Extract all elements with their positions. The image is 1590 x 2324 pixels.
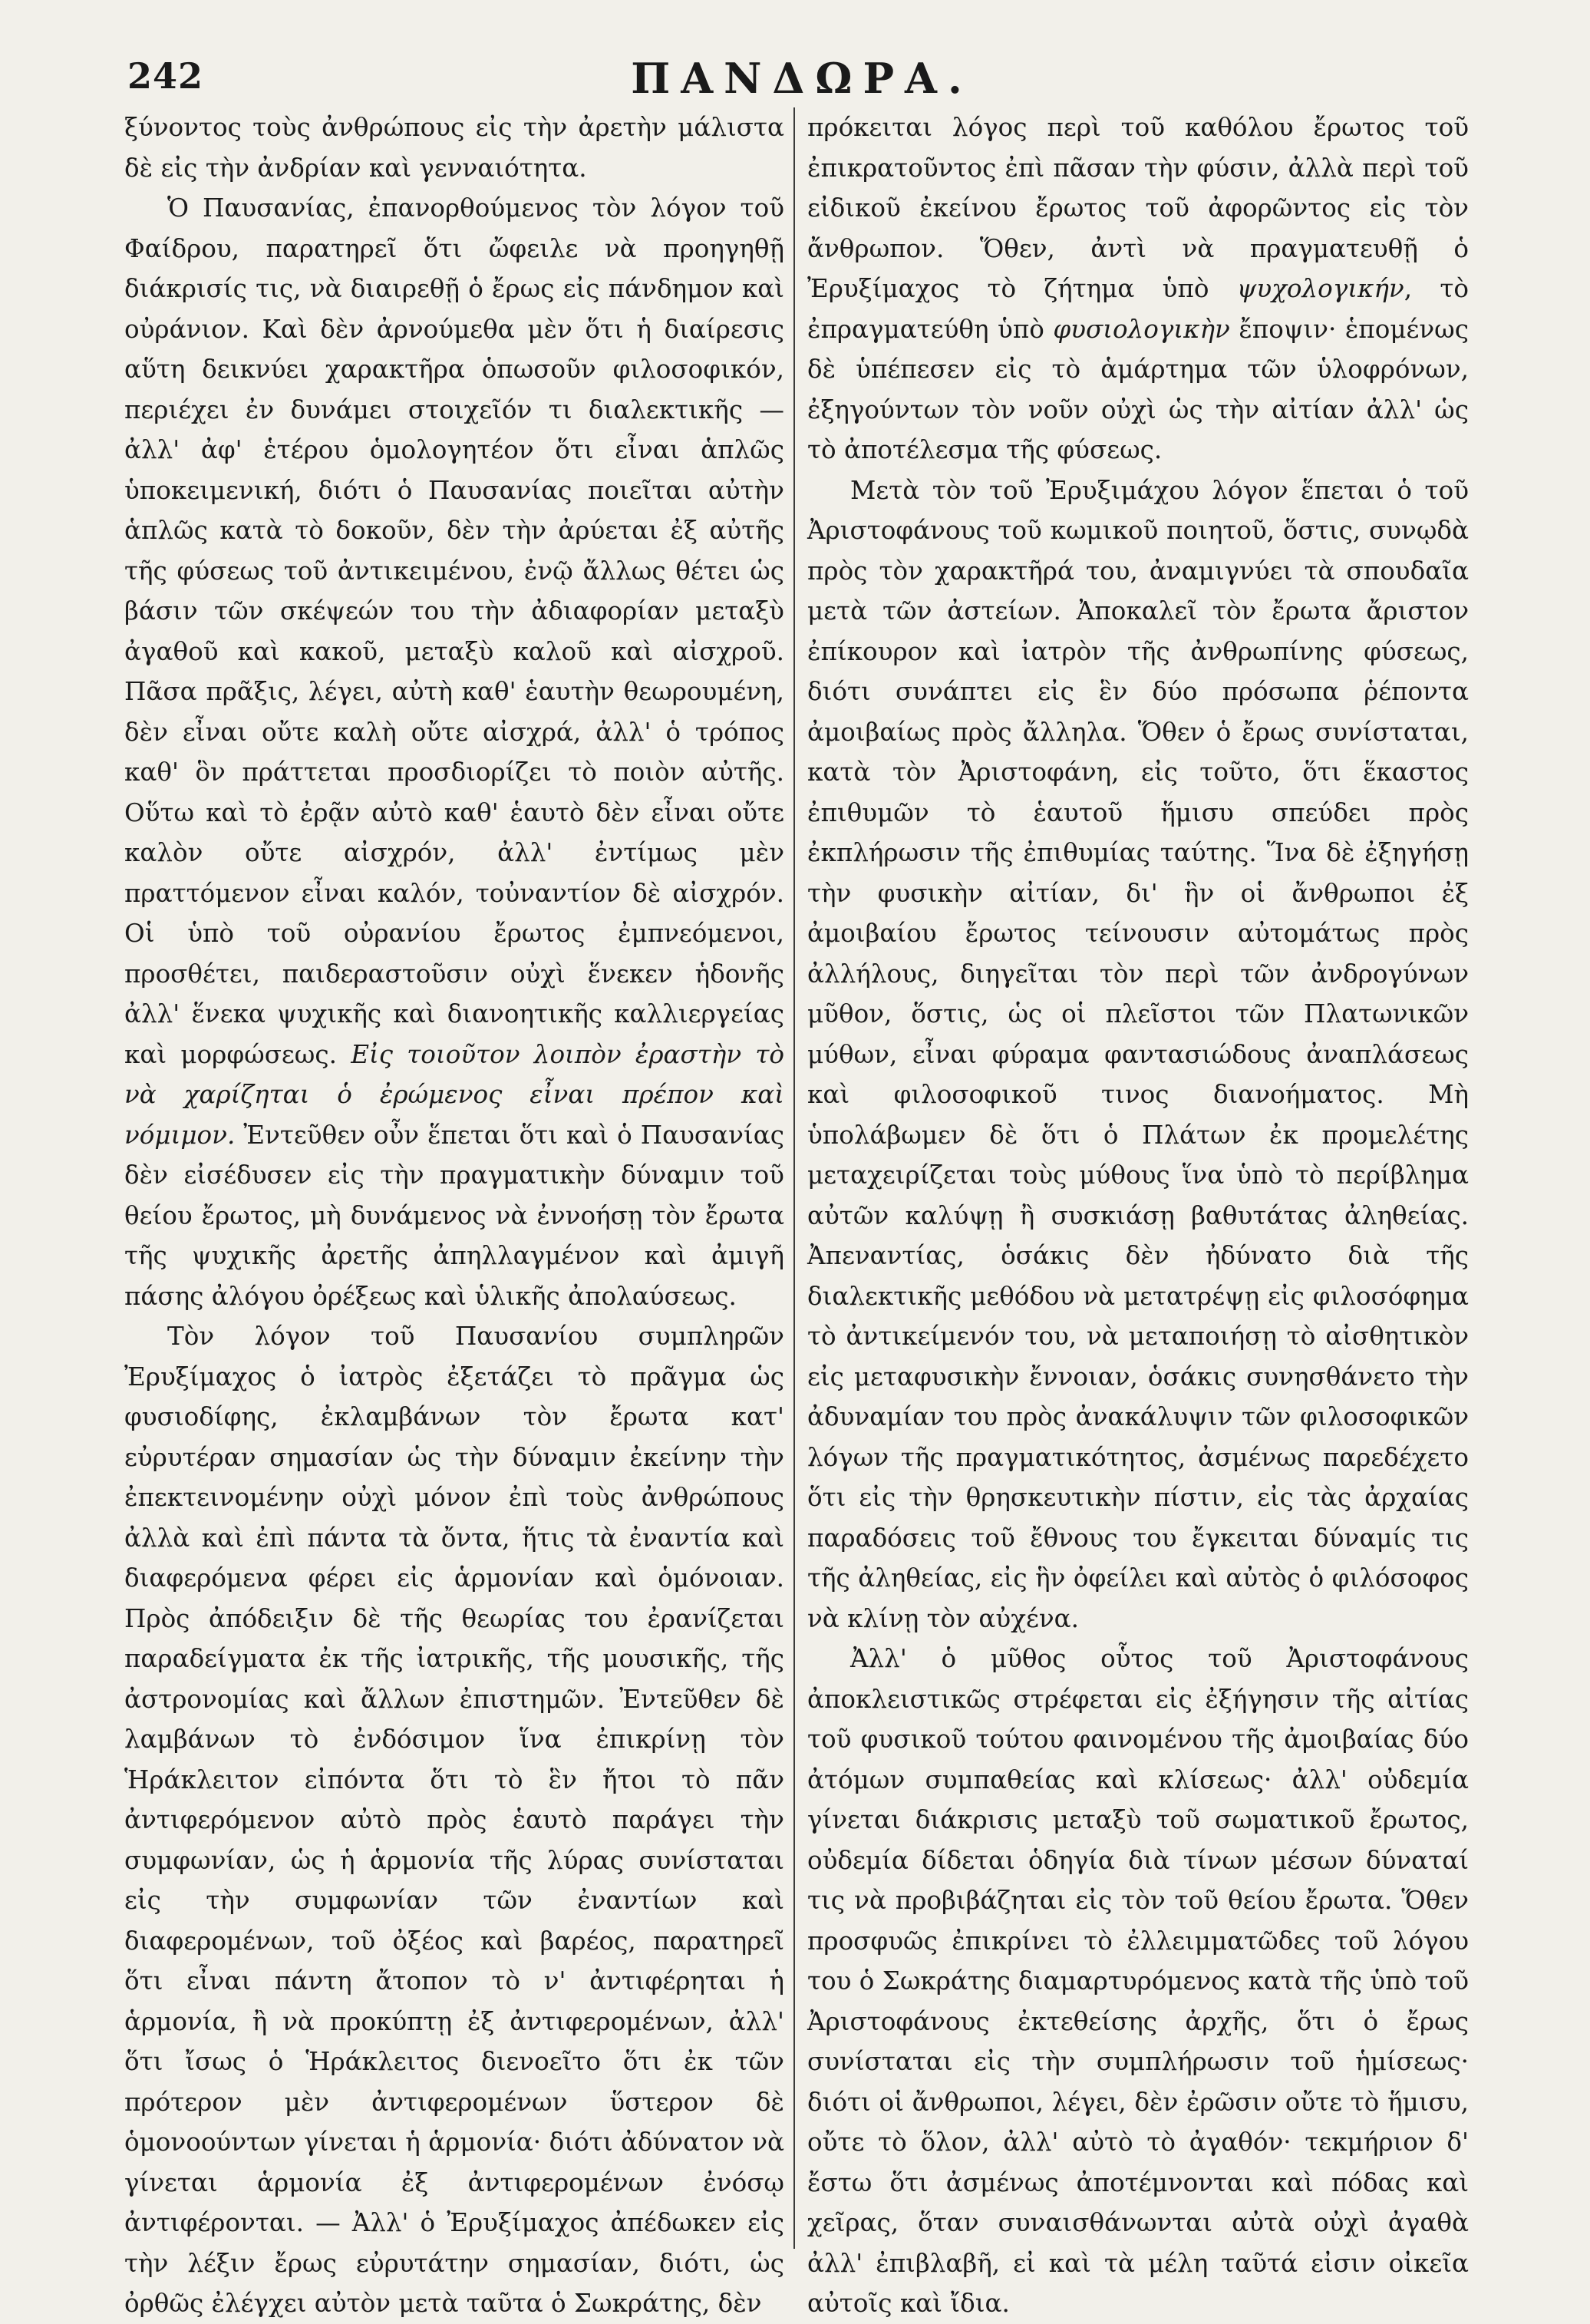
left-paragraph-2 — [124, 188, 784, 1316]
right-column — [807, 107, 1469, 2318]
page-header — [123, 48, 1481, 117]
right-paragraph-1-text: πρόκειται λόγος περὶ τοῦ καθόλου ἔρωτος τοῦ ἐπικρατοῦντος ἐπὶ πᾶσαν τὴν φύσιν, ἀλλὰ περὶ τοῦ εἰδικοῦ ἐκείνου ἔρωτος τοῦ ἀφορῶντος εἰς τὸν ἄνθρωπον. Ὅθεν, ἀντὶ νὰ πραγματευθῇ ὁ Ἐρυξίμαχος τὸ ζήτημα ὑπὸ — [807, 113, 1469, 303]
left-paragraph-2-continued: Ἐντεῦθεν οὖν ἕπεται ὅτι καὶ ὁ Παυσανίας δὲν εἰσέδυσεν εἰς τὴν πραγματικὴν δύναμιν τοῦ θείου ἔρωτος, μὴ δυνάμενος νὰ ἐννοήσῃ τὸν ἔρωτα τῆς ψυχικῆς ἀρετῆς ἀπηλλαγμένον καὶ ἀμιγῆ πάσης ἀλόγου ὀρέξεως καὶ ὑλικῆς ἀπολαύσεως. — [124, 1120, 784, 1311]
right-paragraph-3: Ἀλλ' ὁ μῦθος οὗτος τοῦ Ἀριστοφάνους ἀποκλειστικῶς στρέφεται εἰς ἐξήγησιν τῆς αἰτίας τοῦ φυσικοῦ τούτου φαινομένου τῆς ἀμοιβαίας δύο ἀτόμων συμπαθείας καὶ κλίσεως· ἀλλ' οὐδεμία γίνεται διάκρισις μεταξὺ τοῦ σωματικοῦ ἔρωτος, οὐδεμία δίδεται ὁδηγία διὰ τίνων μέσων δύναταί τις νὰ προβιβάζηται εἰς τὸν τοῦ θείου ἔρωτα. Ὅθεν προσφυῶς ἐπικρίνει τὸ ἐλλειμματῶδες τοῦ λόγου του ὁ Σωκράτης διαμαρτυρόμενος κατὰ τῆς ὑπὸ τοῦ Ἀριστοφάνους ἐκτεθείσης ἀρχῆς, ὅτι ὁ ἔρως συνίσταται εἰς τὴν συμπλήρωσιν τοῦ ἡμίσεως· διότι οἱ ἄνθρωποι, λέγει, δὲν ἐρῶσιν οὔτε τὸ ἥμισυ, οὔτε τὸ ὅλον, ἀλλ' αὐτὸ τὸ ἀγαθόν· τεκμήριον δ' ἔστω ὅτι ἀσμένως ἀποτέμνονται καὶ πόδας καὶ χεῖρας, ὅταν συναισθάνωνται αὐτὰ οὐχὶ ἀγαθὰ ἀλλ' ἐπιβλαβῆ, εἰ καὶ τὰ μέλη ταῦτά εἰσιν οἰκεῖα αὐτοῖς καὶ ἴδια. — [807, 1644, 1469, 2318]
right-paragraph-1 — [807, 107, 1469, 470]
right-paragraph-1-end: ἔποψιν· ἑπομένως δὲ ὑπέπεσεν εἰς τὸ ἁμάρτημα τῶν ὑλοφρόνων, ἐξηγούντων τὸν νοῦν οὐχὶ ὡς τὴν αἰτίαν ἀλλ' ὡς τὸ ἀποτέλεσμα τῆς φύσεως. — [807, 314, 1469, 464]
left-paragraph-2-italic: Εἰς τοιοῦτον λοιπὸν ἐραστὴν τὸ νὰ χαρίζηται ὁ ἐρώμενος εἶναι πρέπον καὶ νόμιμον. — [124, 1039, 784, 1150]
column-divider — [793, 107, 795, 2249]
right-paragraph-1-italic-2: φυσιολογικὴν — [1053, 314, 1230, 344]
page-number: 242 — [127, 55, 204, 97]
left-column — [124, 107, 784, 2318]
right-paragraph-1-italic-1: ψυχολογικήν — [1236, 274, 1404, 303]
right-paragraph-1-mid: , τὸ ἐπραγματεύθη ὑπὸ — [807, 274, 1469, 344]
left-paragraph-3: Τὸν λόγον τοῦ Παυσανίου συμπληρῶν Ἐρυξίμαχος ὁ ἰατρὸς ἐξετάζει τὸ πρᾶγμα ὡς φυσιοδίφης, ἐκλαμβάνων τὸν ἔρωτα κατ' εὐρυτέραν σημασίαν ὡς τὴν δύναμιν ἐκείνην τὴν ἐπεκτεινομένην οὐχὶ μόνον ἐπὶ τοὺς ἀνθρώπους ἀλλὰ καὶ ἐπὶ πάντα τὰ ὄντα, ἥτις τὰ ἐναντία καὶ διαφερόμενα φέρει εἰς ἁρμονίαν καὶ ὁμόνοιαν. Πρὸς ἀπόδειξιν δὲ τῆς θεωρίας του ἐρανίζεται παραδείγματα ἐκ τῆς ἰατρικῆς, τῆς μουσικῆς, τῆς ἀστρονομίας καὶ ἄλλων ἐπιστημῶν. Ἐντεῦθεν δὲ λαμβάνων τὸ ἐνδόσιμον ἵνα ἐπικρίνῃ τὸν Ἡράκλειτον εἰπόντα ὅτι τὸ ἓν ἤτοι τὸ πᾶν ἀντιφερόμενον αὐτὸ πρὸς ἑαυτὸ παράγει τὴν συμφωνίαν, ὡς ἡ ἁρμονία τῆς λύρας συνίσταται εἰς τὴν συμφωνίαν τῶν ἐναντίων καὶ διαφερομένων, τοῦ ὀξέος καὶ βαρέος, παρατηρεῖ ὅτι εἶναι πάντη ἄτοπον τὸ ν' ἀντιφέρηται ἡ ἁρμονία, ἢ νὰ προκύπτῃ ἐξ ἀντιφερομένων, ἀλλ' ὅτι ἴσως ὁ Ἡράκλειτος διενοεῖτο ὅτι ἐκ τῶν πρότερον μὲν ἀντιφερομένων ὕστερον δὲ ὁμονοούντων γίνεται ἡ ἁρμονία· διότι ἀδύνατον νὰ γίνεται ἁρμονία ἐξ ἀντιφερομένων ἐνόσῳ ἀντιφέρονται. — Ἀλλ' ὁ Ἐρυξίμαχος ἀπέδωκεν εἰς τὴν λέξιν ἔρως εὐρυτάτην σημασίαν, διότι, ὡς ὀρθῶς ἐλέγχει αὐτὸν μετὰ ταῦτα ὁ Σωκράτης, δὲν — [124, 1322, 784, 2318]
left-paragraph-2-text: Ὁ Παυσανίας, ἐπανορθούμενος τὸν λόγον τοῦ Φαίδρου, παρατηρεῖ ὅτι ὤφειλε νὰ προηγηθῇ διάκρισίς τις, νὰ διαιρεθῇ ὁ ἔρως εἰς πάνδημον καὶ οὐράνιον. Καὶ δὲν ἀρνούμεθα μὲν ὅτι ἡ διαίρεσις αὕτη δεικνύει χαρακτῆρα ὁπωσοῦν φιλοσοφικόν, περιέχει ἐν δυνάμει στοιχεῖόν τι διαλεκτικῆς — ἀλλ' ἀφ' ἑτέρου ὁμολογητέον ὅτι εἶναι ἁπλῶς ὑποκειμενική, διότι ὁ Παυσανίας ποιεῖται αὐτὴν ἁπλῶς κατὰ τὸ δοκοῦν, δὲν τὴν ἀρύεται ἐξ αὐτῆς τῆς φύσεως τοῦ ἀντικειμένου, ἐνῷ ἄλλως θέτει ὡς βάσιν τῶν σκέψεών του τὴν ἀδιαφορίαν μεταξὺ ἀγαθοῦ καὶ κακοῦ, μεταξὺ καλοῦ καὶ αἰσχροῦ. Πᾶσα πρᾶξις, λέγει, αὐτὴ καθ' ἑαυτὴν θεωρουμένη, δὲν εἶναι οὔτε καλὴ οὔτε αἰσχρά, ἀλλ' ὁ τρόπος καθ' ὃν πράττεται προσδιορίζει τὸ ποιὸν αὐτῆς. Οὕτω καὶ τὸ ἐρᾷν αὐτὸ καθ' ἑαυτὸ δὲν εἶναι οὔτε καλὸν οὔτε αἰσχρόν, ἀλλ' ἐντίμως μὲν πραττόμενον εἶναι καλόν, τοὐναντίον δὲ αἰσχρόν. Οἱ ὑπὸ τοῦ οὐρανίου ἔρωτος ἐμπνεόμενοι, προσθέτει, παιδεραστοῦσιν οὐχὶ ἕνεκεν ἡδονῆς ἀλλ' ἕνεκα ψυχικῆς καὶ διανοητικῆς καλλιεργείας καὶ μορφώσεως. — [124, 193, 784, 1069]
journal-title: ΠΑΝΔΩΡΑ. — [631, 54, 973, 103]
left-paragraph-1: ξύνοντος τοὺς ἀνθρώπους εἰς τὴν ἀρετὴν μάλιστα δὲ εἰς τὴν ἀνδρίαν καὶ γενναιότητα. — [124, 113, 784, 183]
right-paragraph-2: Μετὰ τὸν τοῦ Ἐρυξιμάχου λόγον ἕπεται ὁ τοῦ Ἀριστοφάνους τοῦ κωμικοῦ ποιητοῦ, ὅστις, συνῳδὰ πρὸς τὸν χαρακτῆρά του, ἀναμιγνύει τὰ σπουδαῖα μετὰ τῶν ἀστείων. Ἀποκαλεῖ τὸν ἔρωτα ἄριστον ἐπίκουρον καὶ ἰατρὸν τῆς ἀνθρωπίνης φύσεως, διότι συνάπτει εἰς ἓν δύο πρόσωπα ῥέποντα ἀμοιβαίως πρὸς ἄλληλα. Ὅθεν ὁ ἔρως συνίσταται, κατὰ τὸν Ἀριστοφάνη, εἰς τοῦτο, ὅτι ἕκαστος ἐπιθυμῶν τὸ ἑαυτοῦ ἥμισυ σπεύδει πρὸς ἐκπλήρωσιν τῆς ἐπιθυμίας ταύτης. Ἵνα δὲ ἐξηγήσῃ τὴν φυσικὴν αἰτίαν, δι' ἣν οἱ ἄνθρωποι ἐξ ἀμοιβαίου ἔρωτος τείνουσιν αὐτομάτως πρὸς ἀλλήλους, διηγεῖται τὸν περὶ τῶν ἀνδρογύνων μῦθον, ὅστις, ὡς οἱ πλεῖστοι τῶν Πλατωνικῶν μύθων, εἶναι φύραμα φαντασιώδους ἀναπλάσεως καὶ φιλοσοφικοῦ τινος διανοήματος. Μὴ ὑπολάβωμεν δὲ ὅτι ὁ Πλάτων ἐκ προμελέτης μεταχειρίζεται τοὺς μύθους ἵνα ὑπὸ τὸ περίβλημα αὐτῶν καλύψῃ ἢ συσκιάσῃ βαθυτάτας ἀληθείας. Ἀπεναντίας, ὁσάκις δὲν ἠδύνατο διὰ τῆς διαλεκτικῆς μεθόδου νὰ μετατρέψῃ εἰς φιλοσόφημα τὸ ἀντικείμενόν του, νὰ μεταποιήσῃ τὸ αἰσθητικὸν εἰς μεταφυσικὴν ἔννοιαν, ὁσάκις συνησθάνετο τὴν ἀδυναμίαν του πρὸς ἀνακάλυψιν τῶν φιλοσοφικῶν λόγων τῆς πραγματικότητος, ἀσμένως παρεδέχετο ὅτι εἰς τὴν θρησκευτικὴν πίστιν, εἰς τὰς ἀρχαίας παραδόσεις τοῦ ἔθνους του ἔγκειται δύναμίς τις τῆς ἀληθείας, εἰς ἣν ὀφείλει καὶ αὐτὸς ὁ φιλόσοφος νὰ κλίνῃ τὸν αὐχένα. — [807, 475, 1469, 1633]
